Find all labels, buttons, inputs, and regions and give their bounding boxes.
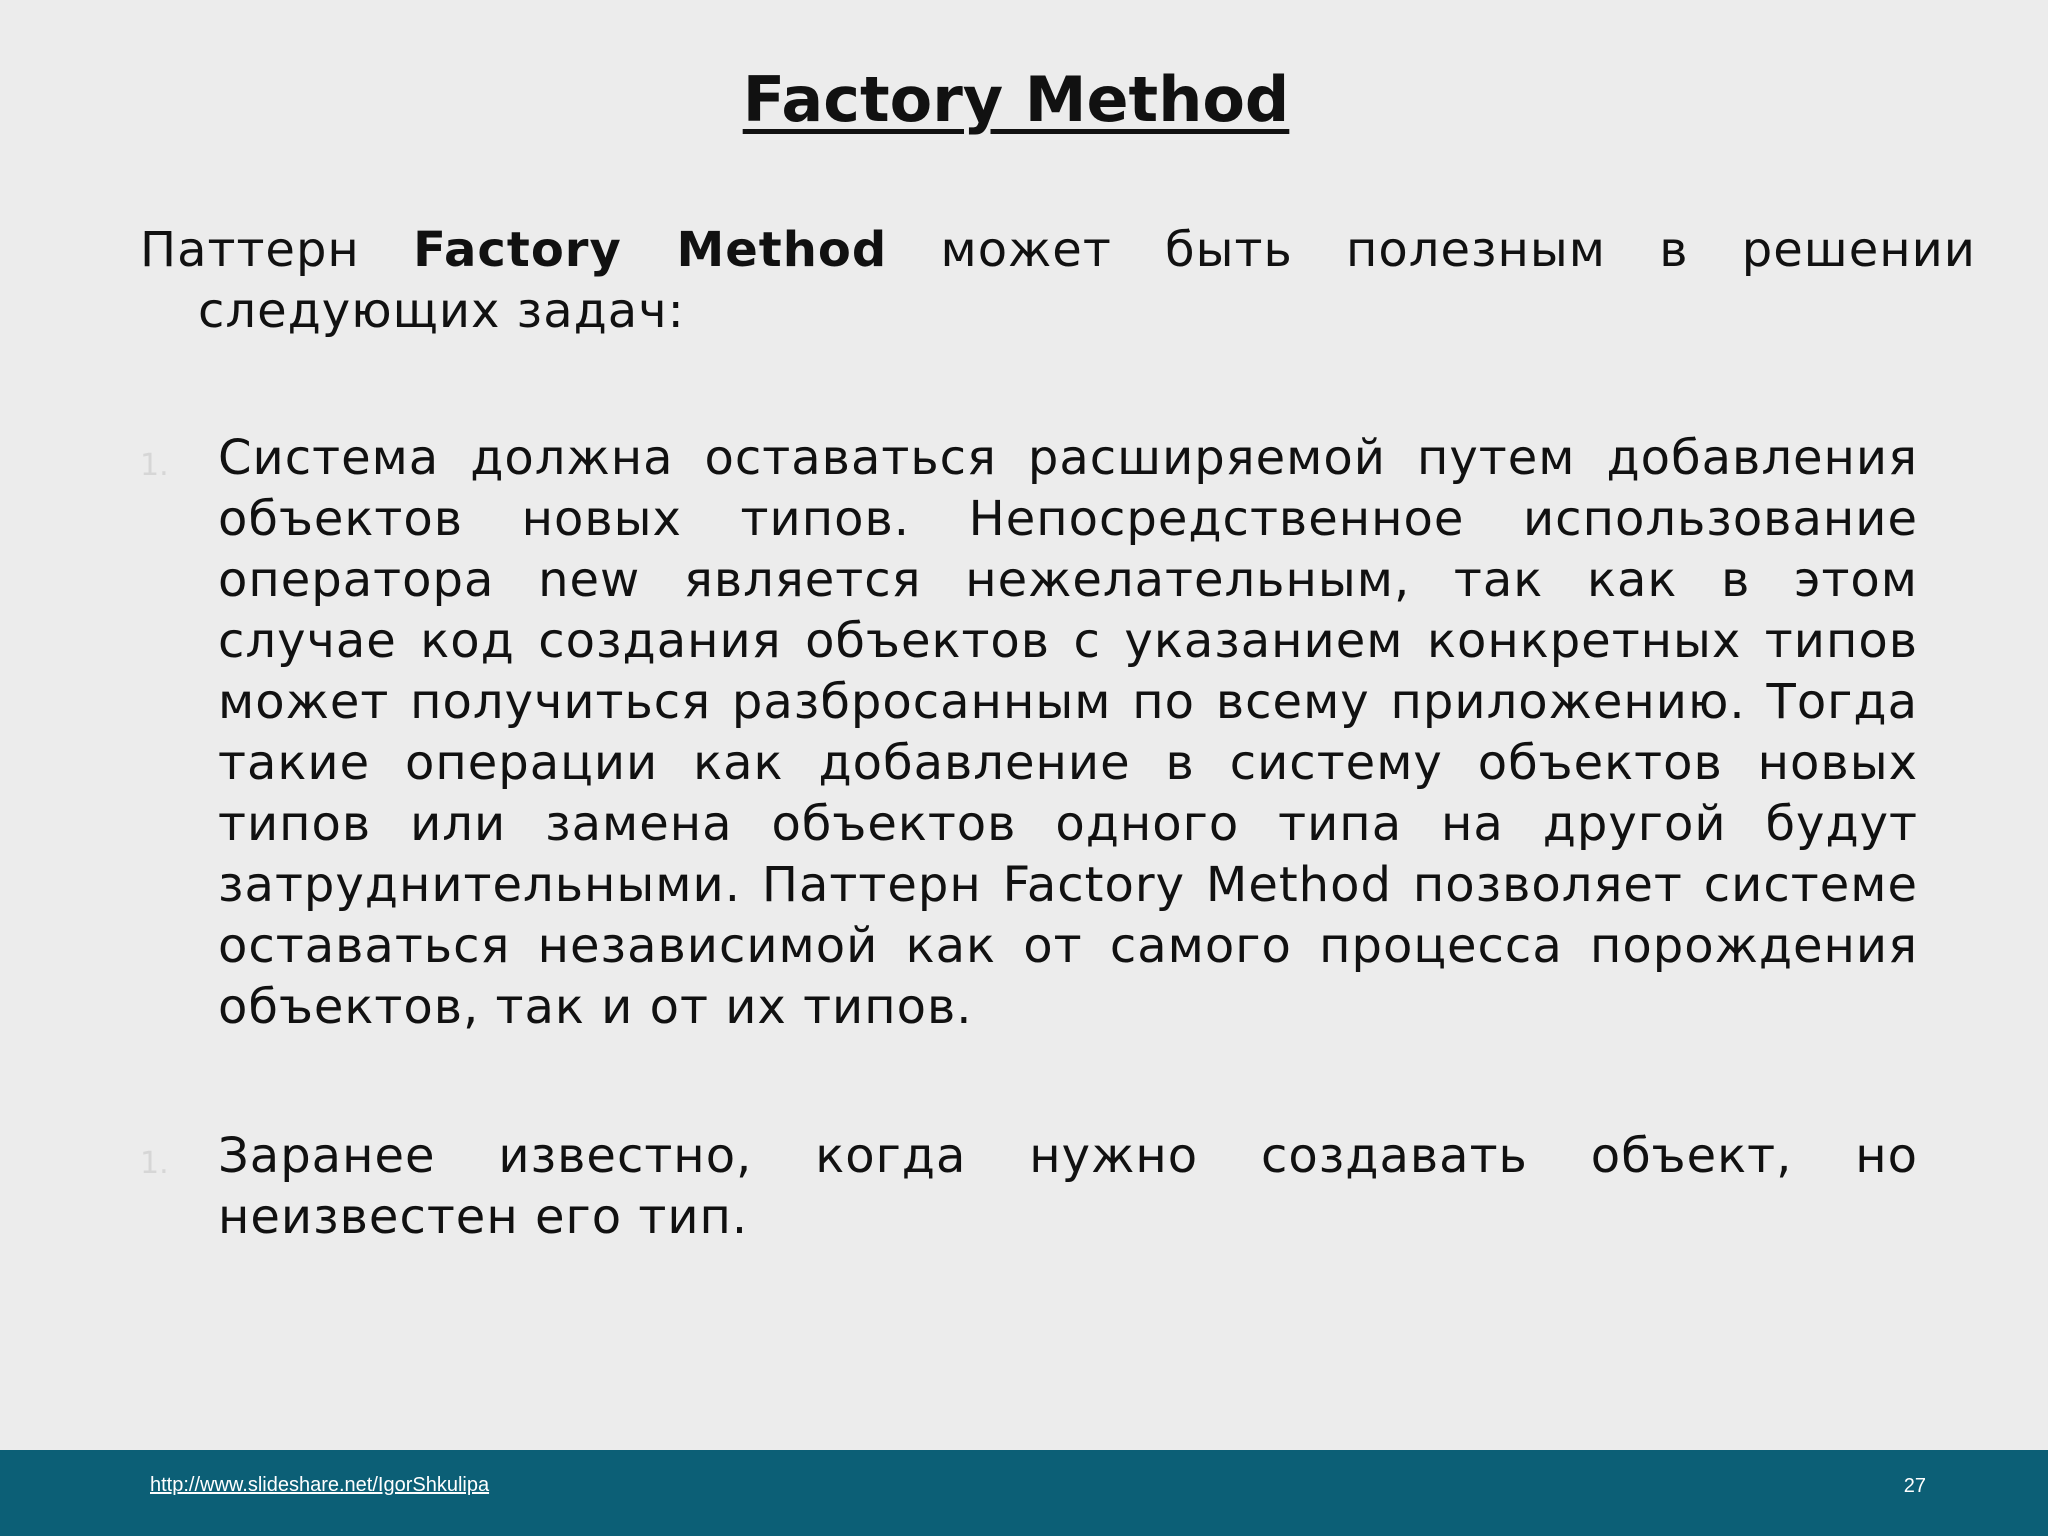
intro-bold-term: Factory Method xyxy=(413,222,888,278)
intro-text-end: может быть полезным в решении следующих задач: xyxy=(198,222,1976,339)
page-number: 27 xyxy=(1903,1475,1926,1497)
intro-text-start: Паттерн xyxy=(140,222,414,278)
footer-link[interactable]: http://www.slideshare.net/IgorShkulipa xyxy=(150,1474,490,1496)
list-item-text: Заранее известно, когда нужно создавать объект, но неизвестен его тип. xyxy=(218,1128,1918,1245)
slide-title xyxy=(0,60,2032,140)
list-item-text: Система должна оставаться расширяемой путем добавления объектов новых типов. Непосредственное использование оператора new является нежелательным, так как в этом случае код создания объектов с указанием конкретных типов может получиться разбросанным по всему приложению. Тогда такие операции как добавление в систему объектов новых типов или замена объектов одного типа на другой будут затруднительными. Паттерн Factory Method позволяет системе оставаться независимой как от самого процесса порождения объектов, так и от их типов. xyxy=(218,430,1918,1035)
intro-paragraph xyxy=(140,220,1976,342)
list-item-number: 1. xyxy=(140,448,169,483)
list-item-number: 1. xyxy=(140,1146,169,1181)
slide-title-text: Factory Method xyxy=(742,63,1290,136)
